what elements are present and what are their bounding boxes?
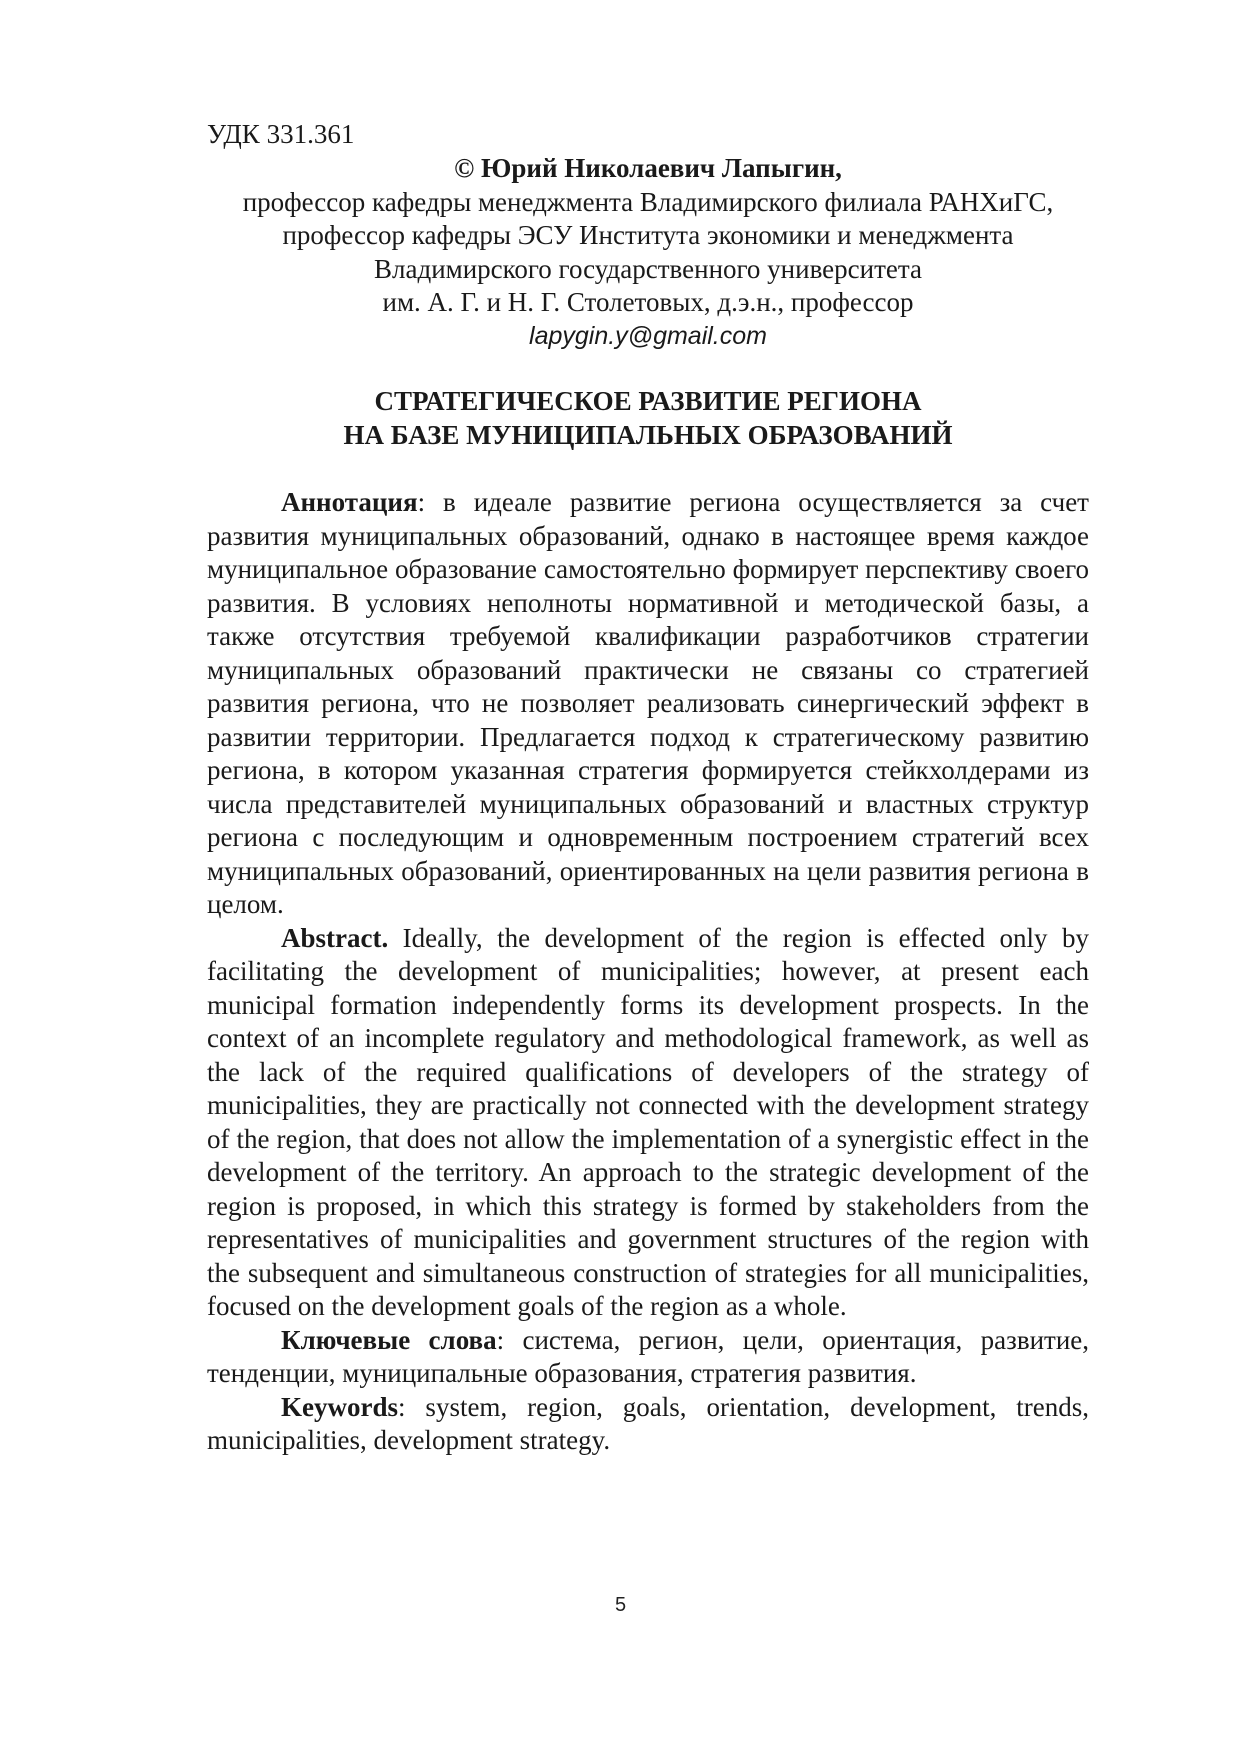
keywords-ru-paragraph	[207, 1324, 1089, 1391]
udc-code: УДК 331.361	[207, 119, 355, 149]
keywords-en-text: : system, region, goals, orientation, development, trends, municipalities, development strategy.	[207, 1391, 1089, 1455]
article-title-line: СТРАТЕГИЧЕСКОЕ РАЗВИТИЕ РЕГИОНА	[374, 386, 922, 416]
author-affiliation-line: им. А. Г. и Н. Г. Столетовых, д.э.н., профессор	[382, 287, 914, 317]
page-number: 5	[614, 1594, 627, 1616]
abstract-text: Ideally, the development of the region is effected only by facilitating the development of municipalities; however, at present each municipal formation independently forms its development prospects. In the context of an incomplete regulatory and methodological framework, as well as the lack of the required qualifications of developers of the strategy of municipalities, they are practically not connected with the development strategy of the region, that does not allow the implementation of a synergistic effect in the development of the territory. An approach to the strategic development of the region is proposed, in which this strategy is formed by stakeholders from the representatives of municipalities and government structures of the region with the subsequent and simultaneous construction of strategies for all municipalities, focused on the development goals of the region as a whole.	[207, 922, 1089, 1321]
article-title-line: НА БАЗЕ МУНИЦИПАЛЬНЫХ ОБРАЗОВАНИЙ	[343, 419, 953, 450]
author-affiliation-line: профессор кафедры ЭСУ Института экономики и менеджмента	[282, 220, 1014, 250]
keywords-en-paragraph	[207, 1391, 1089, 1458]
author-name: © Юрий Николаевич Лапыгин,	[454, 153, 842, 183]
author-email: lapygin.y@gmail.com	[529, 321, 767, 350]
author-affiliation-line: профессор кафедры менеджмента Владимирского филиала РАНХиГС,	[242, 186, 1054, 217]
annotation-text: : в идеале развитие региона осуществляется за счет развития муниципальных образований, однако в настоящее время каждое муниципальное образование самостоятельно формирует перспективу своего развития. В условиях неполноты нормативной и методической базы, а также отсутствия требуемой квалификации разработчиков стратегии муниципальных образований практически не связаны со стратегией развития региона, что не позволяет реализовать синергический эффект в развитии территории. Предлагается подход к стратегическому развитию региона, в котором указанная стратегия формируется стейкхолдерами из числа представителей муниципальных образований и властных структур региона с последующим и одновременным построением стратегий всех муниципальных образований, ориентированных на цели развития региона в целом.	[207, 487, 1089, 919]
article-title	[207, 385, 1089, 452]
author-block	[207, 152, 1089, 353]
abstract-label: Abstract.	[281, 922, 389, 953]
annotation-label: Аннотация	[281, 487, 418, 517]
keywords-en-label: Keywords	[281, 1391, 398, 1422]
author-affiliation-line: Владимирского государственного университета	[373, 253, 922, 284]
abstract-paragraph	[207, 922, 1089, 1324]
keywords-ru-label: Ключевые слова	[281, 1324, 497, 1355]
article-body	[207, 486, 1089, 1458]
keywords-ru-text: : система, регион, цели, ориентация, развитие, тенденции, муниципальные образования, стратегия развития.	[207, 1324, 1089, 1388]
annotation-paragraph	[207, 486, 1089, 922]
